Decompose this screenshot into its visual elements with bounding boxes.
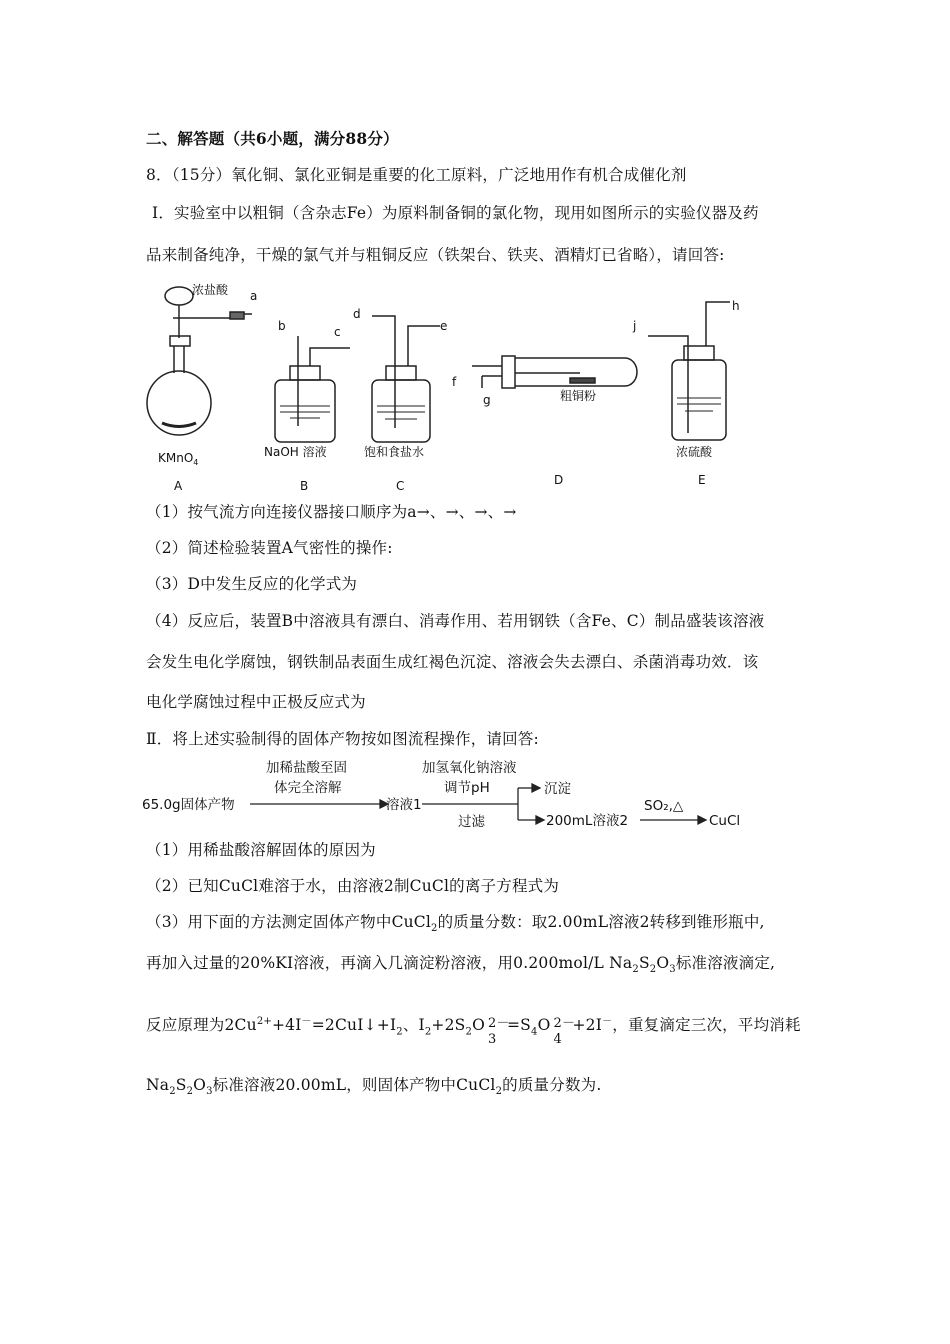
section-title: 二、解答题（共6小题，满分88分） [146, 129, 399, 148]
D-port-2: g [483, 393, 491, 407]
p2-q1: （1）用稀盐酸溶解固体的原因为 [146, 841, 376, 859]
C-port-2: e [440, 319, 448, 333]
D-name: D [554, 473, 564, 487]
q3: （3）D中发生反应的化学式为 [146, 575, 358, 593]
p2-q3-line-4: $Na_2S_2O_3$标准溶液20.00mL，则固体产物中CuCl$_2$的质量分数为. [146, 1076, 602, 1098]
part-1-line-1: Ⅰ．实验室中以粗铜（含杂志Fe）为原料制备铜的氯化物，现用如图所示的实验仪器及药 [152, 204, 759, 222]
E-port-1: j [633, 319, 637, 333]
part-1-line-2: 品来制备纯净，干燥的氯气并与粗铜反应（铁架台、铁夹、酒精灯已省略），请回答: [146, 246, 725, 264]
flow-out-upper: 沉淀 [544, 781, 571, 797]
q4-line-3: 电化学腐蚀过程中正极反应式为 [146, 693, 366, 711]
E-reagent: 浓硫酸 [676, 445, 713, 459]
flow-step1-top2: 体完全溶解 [274, 780, 342, 796]
flow-mid: 溶液1 [386, 797, 422, 813]
A-port-label: a [250, 289, 258, 303]
p2-q2: （2）已知CuCl难溶于水，由溶液2制CuCl的离子方程式为 [146, 877, 560, 895]
D-reagent: 粗铜粉 [560, 389, 597, 403]
p2-q3-line-1: （3）用下面的方法测定固体产物中CuCl$_2$的质量分数：取2.00mL溶液2转移到锥形瓶中, [146, 913, 765, 935]
flow-start: 65.0g固体产物 [142, 797, 235, 813]
C-reagent: 饱和食盐水 [364, 445, 425, 459]
flow-diagram [140, 756, 780, 831]
A-reagent: KMnO$_4$ [158, 451, 199, 467]
question-8-intro: 8．（15分）氧化铜、氯化亚铜是重要的化工原料，广泛地用作有机合成催化剂 [146, 166, 687, 184]
D-port-1: f [452, 375, 457, 389]
flow-step3-top: SO₂,△ [644, 798, 684, 814]
B-reagent: NaOH 溶液 [264, 445, 327, 459]
E-name: E [698, 473, 706, 487]
flow-step2-bottom: 过滤 [458, 814, 485, 830]
C-name: C [396, 479, 405, 493]
B-port-2: c [334, 325, 341, 339]
C-port-1: d [353, 307, 361, 321]
q4-line-2: 会发生电化学腐蚀，钢铁制品表面生成红褐色沉淀、溶液会失去漂白、杀菌消毒功效．该 [146, 653, 759, 671]
A-name: A [174, 479, 183, 493]
flow-out-lower: 200mL溶液2 [546, 813, 629, 829]
apparatus-diagram [140, 278, 780, 493]
p2-q3-line-2: 再加入过量的20%KI溶液，再滴入几滴淀粉溶液，用0.200mol/L $Na_2S_2O_3$标准溶液滴定, [146, 954, 776, 976]
p2-q3-line-3: 反应原理为$2Cu^{2+}+4I^-=2CuI↓+I_2$、$I_2+2S_2O$ 2－ 3 $=S_4O$ 2－ 4 +2I－，重复滴定三次，平均消耗 [146, 1016, 801, 1047]
q2: （2）简述检验装置A气密性的操作: [146, 539, 393, 557]
flow-step1-top1: 加稀盐酸至固 [266, 760, 347, 776]
A-top-label: 浓盐酸 [192, 283, 229, 297]
flow-step2-top1: 加氢氧化钠溶液 [422, 760, 517, 776]
flow-step2-top2: 调节pH [444, 780, 490, 796]
part-2-intro: Ⅱ．将上述实验制得的固体产物按如图流程操作，请回答: [146, 730, 539, 748]
B-port-1: b [278, 319, 286, 333]
q4-line-1: （4）反应后，装置B中溶液具有漂白、消毒作用、若用钢铁（含Fe、C）制品盛装该溶液 [146, 612, 765, 630]
E-port-2: h [732, 299, 740, 313]
B-name: B [300, 479, 309, 493]
flow-end: CuCl [709, 813, 741, 829]
q1: （1）按气流方向连接仪器接口顺序为a→、→、→、→ [146, 503, 517, 521]
